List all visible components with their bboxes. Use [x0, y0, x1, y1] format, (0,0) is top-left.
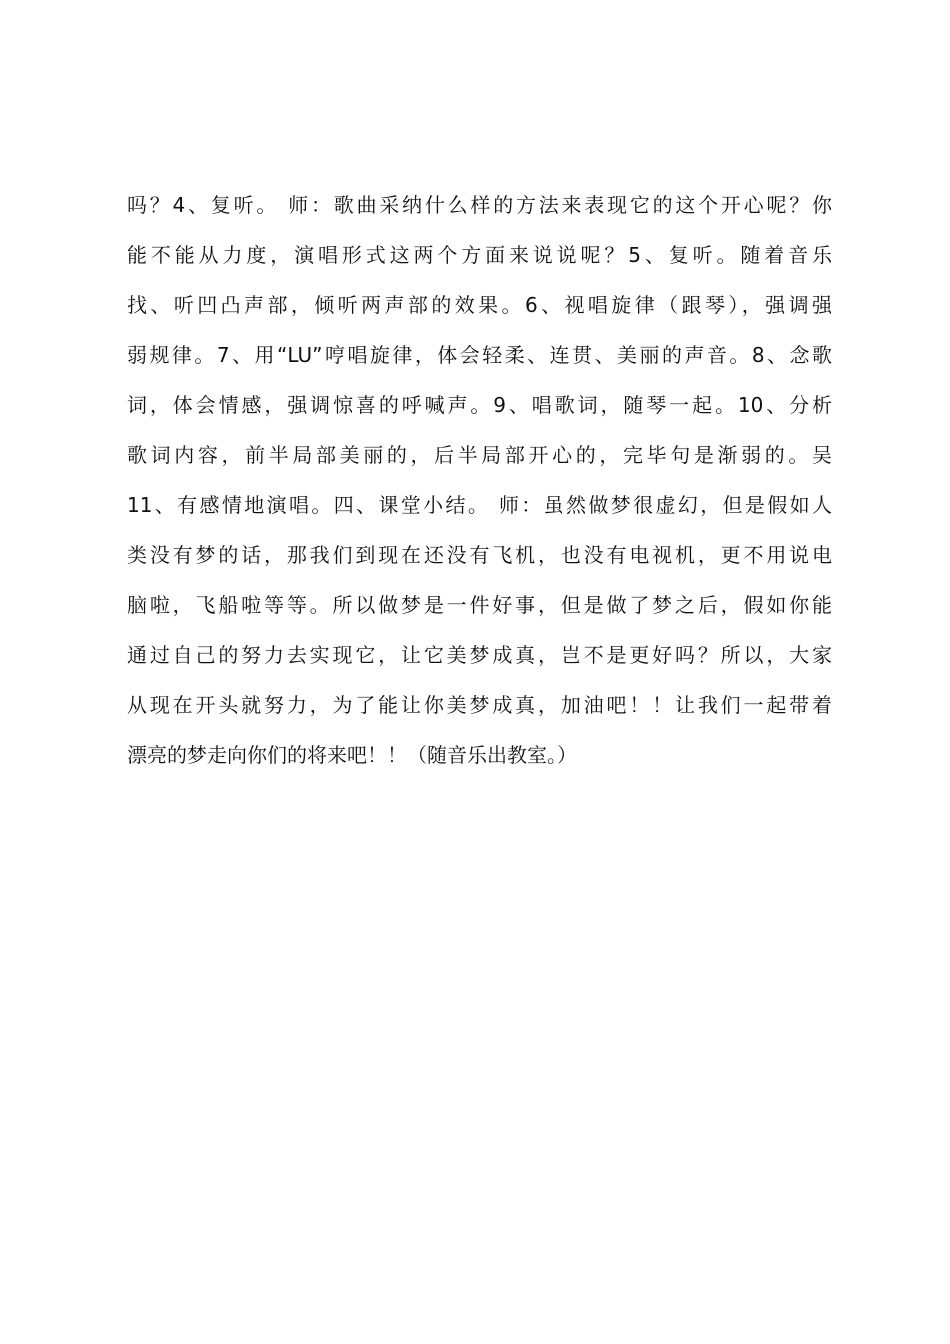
text-line: 能不能从力度，演唱形式这两个方面来说说呢？5、复听。随着音乐 [127, 243, 832, 267]
text-line: 弱规律。7、用“LU”哼唱旋律，体会轻柔、连贯、美丽的声音。8、念歌 [127, 343, 832, 367]
text-line: 歌词内容，前半局部美丽的，后半局部开心的，完毕句是渐弱的。吴 [127, 443, 832, 467]
text-line: 漂亮的梦走向你们的将来吧！！（随音乐出教室。） [127, 743, 577, 767]
text-line: 通过自己的努力去实现它，让它美梦成真，岂不是更好吗？所以，大家 [127, 643, 832, 667]
text-line: 从现在开头就努力，为了能让你美梦成真，加油吧！！让我们一起带着 [127, 693, 832, 717]
text-line: 11、有感情地演唱。四、课堂小结。 师：虽然做梦很虚幻，但是假如人 [127, 493, 832, 517]
text-line: 找、听凹凸声部，倾听两声部的效果。6、视唱旋律（跟琴），强调强 [127, 293, 832, 317]
text-line: 词，体会情感，强调惊喜的呼喊声。9、唱歌词，随琴一起。10、分析 [127, 393, 832, 417]
text-line: 类没有梦的话，那我们到现在还没有飞机，也没有电视机，更不用说电 [127, 543, 832, 567]
text-line: 吗？4、复听。 师：歌曲采纳什么样的方法来表现它的这个开心呢？你 [127, 193, 832, 217]
body-paragraph [127, 186, 832, 786]
text-line: 脑啦，飞船啦等等。所以做梦是一件好事，但是做了梦之后，假如你能 [127, 593, 832, 617]
